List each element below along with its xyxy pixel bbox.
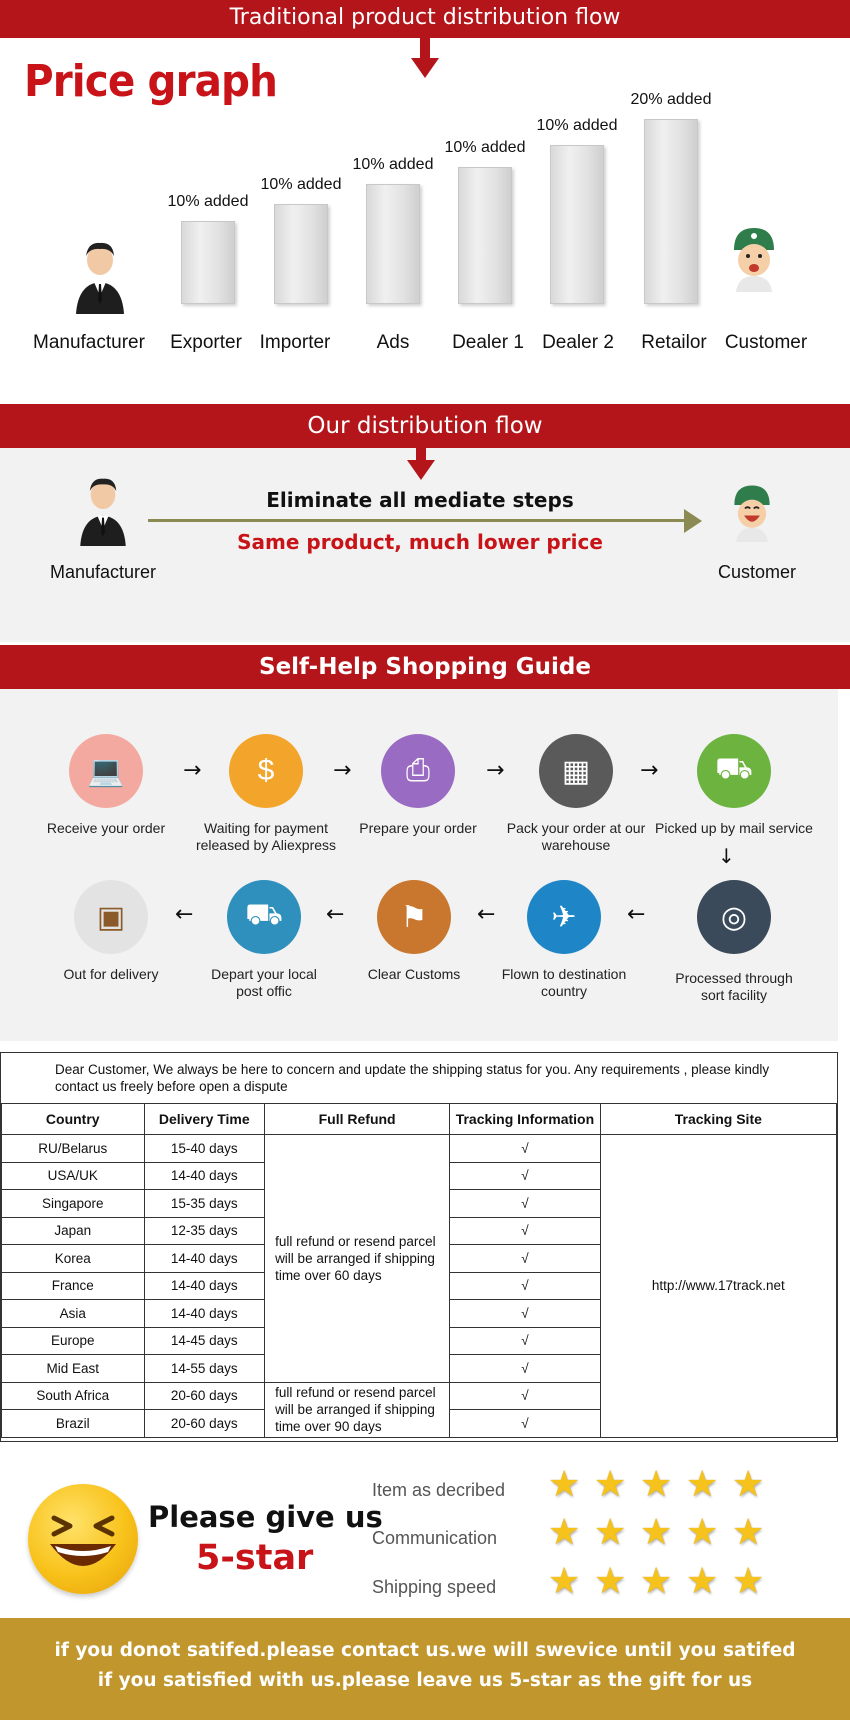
stage-label: Dealer 1 — [452, 332, 524, 353]
star-icon[interactable]: ★ — [732, 1512, 765, 1553]
price-bar — [644, 119, 698, 304]
printer-icon: ⎙ — [381, 734, 455, 808]
star-icon[interactable]: ★ — [640, 1464, 673, 1505]
country-cell: Asia — [2, 1300, 145, 1328]
van-icon: ⛟ — [227, 880, 301, 954]
flow-subline: Same product, much lower price — [237, 530, 603, 554]
delivery-time-cell: 15-35 days — [144, 1190, 265, 1218]
price-bar — [274, 204, 328, 304]
shipping-table-box — [0, 1052, 838, 1442]
star-icon[interactable]: ★ — [548, 1561, 581, 1602]
header-tracking-info: Tracking Information — [450, 1104, 601, 1135]
star-icon[interactable]: ★ — [594, 1561, 627, 1602]
stage-label: Customer — [724, 332, 808, 353]
star-icon[interactable]: ★ — [594, 1464, 627, 1505]
right-arrow-icon: → — [183, 758, 202, 783]
down-arrow-icon — [407, 460, 435, 480]
our-flow-heading: Our distribution flow — [307, 413, 543, 439]
star-icon[interactable]: ★ — [732, 1464, 765, 1505]
shipping-table-body — [2, 1135, 837, 1438]
footer-line-2: if you satisfied with us.please leave us 5-star as the gift for us — [97, 1670, 753, 1691]
footer-line-1: if you donot satifed.please contact us.we will swevice until you satifed — [54, 1640, 796, 1661]
star-icon[interactable]: ★ — [548, 1464, 581, 1505]
stage-label: Exporter — [170, 332, 242, 353]
price-graph-title: Price graph — [24, 56, 277, 107]
refund-cell: full refund or resend parcel will be arranged if shipping time over 60 days — [265, 1135, 450, 1383]
traditional-flow-heading: Traditional product distribution flow — [229, 5, 621, 30]
tracking-check-cell: √ — [450, 1245, 601, 1273]
money-bag-icon: $ — [229, 734, 303, 808]
step-label: Depart your local post offic — [211, 966, 317, 999]
step-label: Flown to destination country — [501, 966, 627, 999]
country-cell: France — [2, 1272, 145, 1300]
star-icon[interactable]: ★ — [686, 1464, 719, 1505]
stage-label: Retailor — [641, 332, 707, 353]
order-desk-icon: 💻 — [69, 734, 143, 808]
price-bar — [181, 221, 235, 304]
tracking-check-cell: √ — [450, 1355, 601, 1383]
bar-added-label: 10% added — [260, 176, 342, 193]
tracking-check-cell: √ — [450, 1135, 601, 1163]
delivery-time-cell: 14-40 days — [144, 1245, 265, 1273]
bar-added-label: 10% added — [167, 193, 249, 210]
rating-request-line1: Please give us — [148, 1500, 383, 1534]
star-icon[interactable]: ★ — [594, 1512, 627, 1553]
step-label: Waiting for payment released by Aliexpress — [195, 820, 337, 853]
delivery-time-cell: 14-40 days — [144, 1162, 265, 1190]
star-icon[interactable]: ★ — [548, 1512, 581, 1553]
step-label: Processed through sort facility — [675, 970, 793, 1003]
tracking-check-cell: √ — [450, 1382, 601, 1410]
step-label: Prepare your order — [359, 820, 477, 836]
stage-label: Ads — [376, 332, 410, 353]
delivery-time-cell: 14-40 days — [144, 1300, 265, 1328]
shipping-notice: Dear Customer, We always be here to concern and update the shipping status for you. Any requirements , please kindly contact us freely before open a dispute — [55, 1062, 770, 1094]
header-country: Country — [2, 1104, 145, 1135]
laughing-smiley-icon — [28, 1484, 138, 1594]
airplane-icon: ✈ — [527, 880, 601, 954]
smiley-face-icon — [28, 1484, 138, 1594]
star-icon[interactable]: ★ — [686, 1561, 719, 1602]
country-cell: RU/Belarus — [2, 1135, 145, 1163]
customs-officer-icon: ⚑ — [377, 880, 451, 954]
traditional-flow-banner — [0, 0, 850, 38]
star-icon[interactable]: ★ — [640, 1561, 673, 1602]
tracking-check-cell: √ — [450, 1190, 601, 1218]
step-label: Out for delivery — [63, 966, 159, 982]
tracking-check-cell: √ — [450, 1300, 601, 1328]
delivery-time-cell: 20-60 days — [144, 1410, 265, 1438]
footer-banner — [0, 1618, 850, 1720]
country-cell: Europe — [2, 1327, 145, 1355]
customer-icon — [726, 482, 778, 542]
country-cell: USA/UK — [2, 1162, 145, 1190]
shipping-table — [1, 1103, 837, 1438]
step-label: Receive your order — [46, 820, 166, 836]
price-bar — [458, 167, 512, 304]
bar-added-label: 10% added — [444, 139, 526, 156]
header-full-refund: Full Refund — [265, 1104, 450, 1135]
star-icon[interactable]: ★ — [640, 1512, 673, 1553]
bar-added-label: 10% added — [536, 117, 618, 134]
rating-item-label: Shipping speed — [372, 1577, 497, 1597]
left-arrow-icon: ← — [627, 902, 646, 927]
truck-icon: ⛟ — [697, 734, 771, 808]
stage-label: Manufacturer — [33, 332, 145, 353]
right-arrow-icon: → — [640, 758, 659, 783]
manufacturer-icon — [76, 474, 130, 546]
country-cell: Korea — [2, 1245, 145, 1273]
our-flow-banner — [0, 404, 850, 448]
star-icon[interactable]: ★ — [686, 1512, 719, 1553]
guide-banner — [0, 645, 850, 689]
price-bar — [550, 145, 604, 304]
down-arrow-icon: ↓ — [718, 844, 735, 868]
price-bar — [366, 184, 420, 304]
country-cell: Japan — [2, 1217, 145, 1245]
header-tracking-site: Tracking Site — [600, 1104, 836, 1135]
left-arrow-icon: ← — [326, 902, 345, 927]
delivery-time-cell: 12-35 days — [144, 1217, 265, 1245]
country-cell: Singapore — [2, 1190, 145, 1218]
rating-request-line2: 5-star — [196, 1538, 314, 1578]
rating-item-label: Item as decribed — [372, 1480, 506, 1500]
country-cell: Mid East — [2, 1355, 145, 1383]
guide-heading: Self-Help Shopping Guide — [259, 654, 591, 680]
stage-label: Importer — [259, 332, 331, 353]
header-delivery-time: Delivery Time — [144, 1104, 265, 1135]
bar-added-label: 20% added — [630, 91, 712, 108]
star-icon[interactable]: ★ — [732, 1561, 765, 1602]
stage-label: Dealer 2 — [542, 332, 614, 353]
step-label: Pack your order at our warehouse — [506, 820, 646, 853]
right-arrow-icon: → — [333, 758, 352, 783]
left-arrow-icon: ← — [175, 902, 194, 927]
right-arrow-icon: → — [486, 758, 505, 783]
delivery-time-cell: 14-45 days — [144, 1327, 265, 1355]
box-carrier-icon: ▦ — [539, 734, 613, 808]
delivery-time-cell: 20-60 days — [144, 1382, 265, 1410]
flow-left-label: Manufacturer — [50, 562, 157, 582]
flow-arrow-line — [148, 519, 688, 522]
tracking-check-cell: √ — [450, 1272, 601, 1300]
bar-added-label: 10% added — [352, 156, 434, 173]
down-arrow-icon — [411, 58, 439, 78]
tracking-check-cell: √ — [450, 1162, 601, 1190]
step-label: Clear Customs — [367, 966, 461, 982]
tracking-check-cell: √ — [450, 1217, 601, 1245]
tracking-check-cell: √ — [450, 1327, 601, 1355]
parcel-icon: ▣ — [74, 880, 148, 954]
flow-right-label: Customer — [718, 562, 797, 582]
delivery-time-cell: 14-40 days — [144, 1272, 265, 1300]
manufacturer-icon — [72, 238, 128, 314]
table-header-row — [2, 1104, 837, 1135]
refund-cell: full refund or resend parcel will be arranged if shipping time over 90 days — [265, 1382, 450, 1437]
delivery-time-cell: 15-40 days — [144, 1135, 265, 1163]
tracking-site-cell[interactable]: http://www.17track.net — [600, 1135, 836, 1438]
flow-headline: Eliminate all mediate steps — [266, 488, 574, 512]
step-label: Picked up by mail service — [655, 820, 813, 836]
country-cell: South Africa — [2, 1382, 145, 1410]
flow-arrow-icon — [684, 509, 702, 533]
left-arrow-icon: ← — [477, 902, 496, 927]
table-row — [2, 1135, 837, 1163]
tracking-check-cell: √ — [450, 1410, 601, 1438]
customer-icon — [728, 224, 780, 292]
rating-item-label: Communication — [372, 1528, 498, 1548]
country-cell: Brazil — [2, 1410, 145, 1438]
globe-icon: ◎ — [697, 880, 771, 954]
delivery-time-cell: 14-55 days — [144, 1355, 265, 1383]
